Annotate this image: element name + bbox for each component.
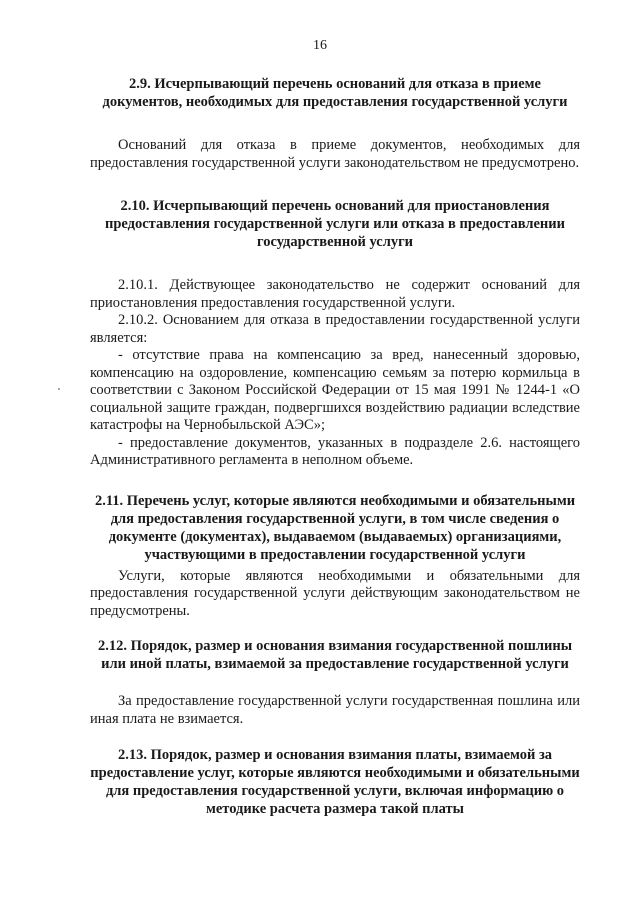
section-2-11-paragraph: Услуги, которые являются необходимыми и обязательными для предоставления государственной услуги действующим законодательством не предусмотрены. bbox=[90, 567, 580, 619]
scan-speck bbox=[58, 388, 60, 390]
page-number: 16 bbox=[313, 38, 327, 53]
section-2-12-heading: 2.12. Порядок, размер и основания взимания государственной пошлины или иной платы, взимаемой за предоставление государственной услуги bbox=[97, 638, 573, 672]
document-body bbox=[90, 75, 580, 818]
section-2-10-2-item-1: - отсутствие права на компенсацию за вред, нанесенный здоровью, компенсацию на оздоровление, компенсацию семьям за потерю кормильца в соответствии с Законом Российской Федерации от 15 мая 1991 № 1244-1 «О социальной защите граждан, подвергшихся воздействию радиации вследствие катастрофы на Чернобыльской АЭС»; bbox=[90, 347, 580, 433]
section-2-9-paragraph: Оснований для отказа в приеме документов, необходимых для предоставления государственной услуги законодательством не предусмотрено. bbox=[90, 137, 580, 171]
section-2-10-2-paragraph: 2.10.2. Основанием для отказа в предоставлении государственной услуги является: bbox=[90, 312, 580, 346]
section-2-10-heading: 2.10. Исчерпывающий перечень оснований для приостановления предоставления государственной услуги или отказа в предоставлении государственной услуги bbox=[105, 198, 565, 250]
section-2-13-heading: 2.13. Порядок, размер и основания взимания платы, взимаемой за предоставление услуг, которые являются необходимыми и обязательными для предоставления государственной услуги, включая информацию о методике расчета размера такой платы bbox=[90, 747, 580, 817]
section-2-10-1-paragraph: 2.10.1. Действующее законодательство не содержит оснований для приостановления предоставления государственной услуги. bbox=[90, 277, 580, 311]
section-2-12-paragraph: За предоставление государственной услуги государственная пошлина или иная плата не взимается. bbox=[90, 693, 580, 727]
section-2-10-2-item-2: - предоставление документов, указанных в подразделе 2.6. настоящего Административного регламента в неполном объеме. bbox=[90, 434, 580, 468]
section-2-9-heading: 2.9. Исчерпывающий перечень оснований для отказа в приеме документов, необходимых для предоставления государственной услуги bbox=[102, 76, 568, 110]
section-2-11-heading: 2.11. Перечень услуг, которые являются необходимыми и обязательными для предоставления государственной услуги, в том числе сведения о документе (документах), выдаваемом (выдаваемых) организациями, участвующими в предоставлении государственной услуги bbox=[94, 492, 576, 563]
